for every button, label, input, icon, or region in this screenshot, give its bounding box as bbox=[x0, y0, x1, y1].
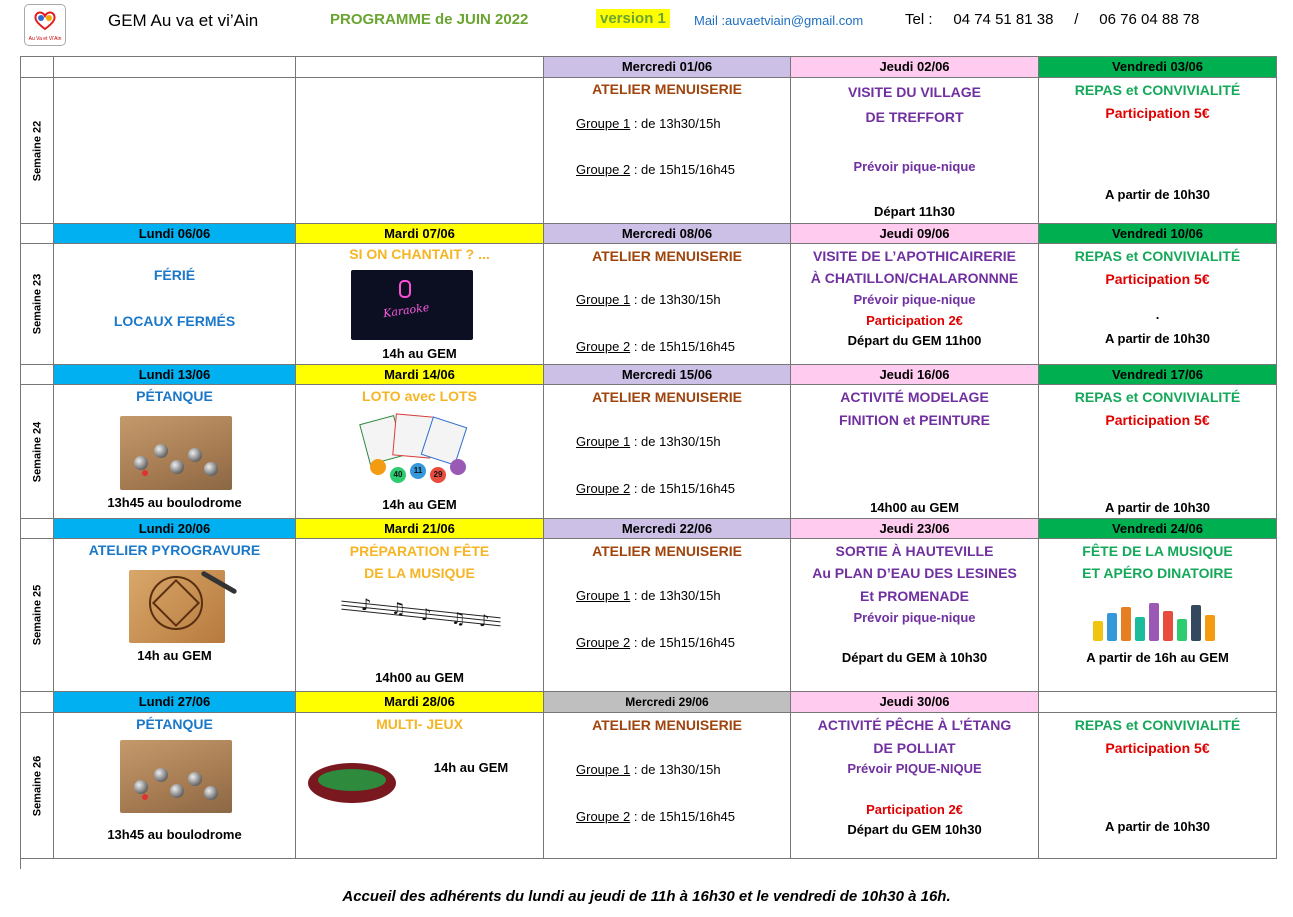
activity-ferie bbox=[54, 244, 296, 365]
activity-time: 14h au GEM bbox=[433, 760, 509, 775]
week-label: Semaine 22 bbox=[21, 78, 54, 224]
activity-subtitle: À CHATILLON/CHALARONNNE bbox=[810, 270, 1019, 286]
activity-modelage bbox=[791, 385, 1039, 519]
activity-time: A partir de 10h30 bbox=[1104, 819, 1210, 834]
corner-cell bbox=[21, 57, 54, 78]
contact-mail[interactable]: Mail :auvaetviain@gmail.com bbox=[694, 13, 864, 28]
activity-title: SI ON CHANTAIT ? ... bbox=[349, 246, 490, 262]
version-badge: version 1 bbox=[596, 9, 670, 28]
week-label: Semaine 25 bbox=[21, 539, 54, 692]
loto-ball-number: 11 bbox=[410, 463, 426, 479]
dot-mark: . bbox=[1155, 307, 1160, 322]
activity-petanque bbox=[54, 385, 296, 519]
week-header-spacer bbox=[21, 365, 54, 385]
activity-title: ACTIVITÉ MODELAGE bbox=[840, 389, 989, 405]
activity-petanque bbox=[54, 713, 296, 859]
activity-title: ACTIVITÉ PÊCHE À L’ÉTANG bbox=[817, 717, 1012, 733]
day-header: Mercredi 15/06 bbox=[544, 365, 791, 385]
activity-title: ATELIER PYROGRAVURE bbox=[88, 542, 261, 558]
activity-subtitle: LOCAUX FERMÉS bbox=[113, 313, 236, 329]
gem-name: GEM Au va et vi’Ain bbox=[108, 11, 259, 30]
empty-header-vendredi bbox=[1039, 692, 1277, 713]
activity-repas bbox=[1039, 244, 1277, 365]
day-header: Jeudi 02/06 bbox=[791, 57, 1039, 78]
group-1: Groupe 1 : de 13h30/15h bbox=[576, 116, 721, 131]
group-2: Groupe 2 : de 15h15/16h45 bbox=[576, 635, 736, 650]
day-header: Jeudi 23/06 bbox=[791, 519, 1039, 539]
activity-subtitle: DE TREFFORT bbox=[865, 109, 964, 125]
header bbox=[0, 0, 1293, 46]
activity-title: ATELIER MENUISERIE bbox=[592, 248, 742, 264]
activity-title: PÉTANQUE bbox=[136, 716, 213, 732]
week-header-spacer bbox=[21, 224, 54, 244]
activity-multi-jeux bbox=[296, 713, 544, 859]
group-2: Groupe 2 : de 15h15/16h45 bbox=[576, 339, 736, 354]
music-notes-image: ♪ ♫ ♪ ♫ ♪ bbox=[341, 597, 501, 633]
activity-repas bbox=[1039, 713, 1277, 859]
day-header: Lundi 20/06 bbox=[54, 519, 296, 539]
activity-title: PÉTANQUE bbox=[136, 388, 213, 404]
activity-title: LOTO avec LOTS bbox=[362, 388, 477, 404]
activity-note: Prévoir pique-nique bbox=[853, 292, 976, 307]
karaoke-word: Karaoke bbox=[382, 300, 431, 321]
day-header: Jeudi 30/06 bbox=[791, 692, 1039, 713]
group-1: Groupe 1 : de 13h30/15h bbox=[576, 588, 721, 603]
activity-title: VISITE DE L’APOTHICAIRERIE bbox=[812, 248, 1017, 264]
activity-menuiserie bbox=[544, 539, 791, 692]
activity-peche bbox=[791, 713, 1039, 859]
gem-logo-icon bbox=[24, 4, 66, 46]
activity-time: A partir de 16h au GEM bbox=[1086, 650, 1229, 665]
loto-image bbox=[358, 415, 476, 493]
activity-time: Départ du GEM 11h00 bbox=[847, 333, 982, 348]
activity-title: REPAS et CONVIVIALITÉ bbox=[1074, 82, 1241, 98]
activity-title: REPAS et CONVIVIALITÉ bbox=[1074, 389, 1241, 405]
activity-title: PRÉPARATION FÊTE bbox=[349, 543, 490, 559]
activity-subtitle: Au PLAN D’EAU DES LESINES bbox=[812, 565, 1017, 581]
logo-text: Au Va et Vi'Ain bbox=[28, 36, 62, 42]
empty-header-mardi bbox=[296, 57, 544, 78]
activity-title: ATELIER MENUISERIE bbox=[592, 81, 742, 97]
activity-time: 13h45 au boulodrome bbox=[107, 495, 242, 510]
activity-repas bbox=[1039, 78, 1277, 224]
empty-header-lundi bbox=[54, 57, 296, 78]
activity-pyrogravure bbox=[54, 539, 296, 692]
day-header: Mercredi 08/06 bbox=[544, 224, 791, 244]
activity-apothicairerie bbox=[791, 244, 1039, 365]
activity-menuiserie bbox=[544, 244, 791, 365]
contact-phones bbox=[905, 11, 1199, 28]
activity-time: 13h45 au boulodrome bbox=[107, 827, 242, 842]
activity-price: Participation 5€ bbox=[1105, 412, 1210, 428]
day-header: Mardi 21/06 bbox=[296, 519, 544, 539]
day-header: Lundi 27/06 bbox=[54, 692, 296, 713]
group-2: Groupe 2 : de 15h15/16h45 bbox=[576, 809, 736, 824]
group-1: Groupe 1 : de 13h30/15h bbox=[576, 434, 721, 449]
activity-subtitle: FINITION et PEINTURE bbox=[839, 412, 990, 428]
activity-time: Départ du GEM 10h30 bbox=[847, 822, 982, 837]
day-header: Vendredi 03/06 bbox=[1039, 57, 1277, 78]
activity-time: 14h au GEM bbox=[137, 648, 212, 663]
tel-numbers: 04 74 51 81 38 / 06 76 04 88 78 bbox=[953, 11, 1200, 28]
activity-title: REPAS et CONVIVIALITÉ bbox=[1074, 248, 1241, 264]
day-header: Jeudi 16/06 bbox=[791, 365, 1039, 385]
activity-subtitle: DE POLLIAT bbox=[873, 740, 956, 756]
empty-cell bbox=[54, 78, 296, 224]
activity-karaoke bbox=[296, 244, 544, 365]
instruments-image bbox=[1089, 597, 1219, 641]
activity-price: Participation 2€ bbox=[866, 802, 963, 817]
activity-time: Départ du GEM à 10h30 bbox=[841, 650, 988, 665]
day-header: Vendredi 24/06 bbox=[1039, 519, 1277, 539]
day-header: Jeudi 09/06 bbox=[791, 224, 1039, 244]
day-header: Mercredi 29/06 bbox=[544, 692, 791, 713]
activity-note: Prévoir PIQUE-NIQUE bbox=[847, 761, 982, 776]
schedule-table bbox=[20, 56, 1277, 869]
week-label: Semaine 23 bbox=[21, 244, 54, 365]
activity-loto bbox=[296, 385, 544, 519]
activity-price: Participation 5€ bbox=[1105, 271, 1210, 287]
group-2: Groupe 2 : de 15h15/16h45 bbox=[576, 162, 736, 177]
activity-title: SORTIE À HAUTEVILLE bbox=[835, 543, 994, 559]
day-header: Mardi 07/06 bbox=[296, 224, 544, 244]
activity-visite-treffort bbox=[791, 78, 1039, 224]
activity-menuiserie bbox=[544, 78, 791, 224]
activity-subtitle: DE LA MUSIQUE bbox=[364, 565, 475, 581]
activity-time: 14h au GEM bbox=[382, 497, 457, 512]
activity-title: ATELIER MENUISERIE bbox=[592, 543, 742, 559]
loto-ball-number: 29 bbox=[430, 467, 446, 483]
day-header: Mercredi 22/06 bbox=[544, 519, 791, 539]
activity-note: Prévoir pique-nique bbox=[853, 610, 976, 625]
activity-title: MULTI- JEUX bbox=[376, 716, 463, 732]
tel-label: Tel : bbox=[905, 11, 933, 28]
activity-subtitle-2: Et PROMENADE bbox=[860, 588, 969, 604]
activity-title: ATELIER MENUISERIE bbox=[592, 389, 742, 405]
footer-note: Accueil des adhérents du lundi au jeudi de 11h à 16h30 et le vendredi de 10h30 à 16h. bbox=[342, 888, 951, 905]
activity-price: Participation 5€ bbox=[1105, 105, 1210, 121]
activity-fete-musique bbox=[1039, 539, 1277, 692]
activity-price: Participation 2€ bbox=[866, 313, 963, 328]
activity-repas bbox=[1039, 385, 1277, 519]
petanque-image bbox=[120, 740, 232, 813]
activity-title: ATELIER MENUISERIE bbox=[592, 717, 742, 733]
activity-time: A partir de 10h30 bbox=[1104, 187, 1210, 202]
day-header: Vendredi 17/06 bbox=[1039, 365, 1277, 385]
activity-sortie-hauteville bbox=[791, 539, 1039, 692]
week-header-spacer bbox=[21, 692, 54, 713]
group-2: Groupe 2 : de 15h15/16h45 bbox=[576, 481, 736, 496]
activity-title: REPAS et CONVIVIALITÉ bbox=[1074, 717, 1241, 733]
activity-time: Départ 11h30 bbox=[874, 204, 955, 219]
day-header: Lundi 13/06 bbox=[54, 365, 296, 385]
week-label: Semaine 26 bbox=[21, 713, 54, 859]
activity-title: VISITE DU VILLAGE bbox=[847, 84, 981, 100]
activity-title: FÊTE DE LA MUSIQUE bbox=[1082, 543, 1233, 559]
pyrogravure-image bbox=[129, 570, 225, 643]
loto-ball-number: 40 bbox=[390, 467, 406, 483]
day-header: Mardi 14/06 bbox=[296, 365, 544, 385]
group-1: Groupe 1 : de 13h30/15h bbox=[576, 762, 721, 777]
activity-time: 14h00 au GEM bbox=[375, 670, 464, 685]
activity-fete-musique-prep bbox=[296, 539, 544, 692]
group-1: Groupe 1 : de 13h30/15h bbox=[576, 292, 721, 307]
day-header: Lundi 06/06 bbox=[54, 224, 296, 244]
microphone-icon bbox=[399, 280, 411, 298]
activity-subtitle: ET APÉRO DINATOIRE bbox=[1082, 565, 1233, 581]
activity-menuiserie bbox=[544, 385, 791, 519]
week-header-spacer bbox=[21, 519, 54, 539]
activity-note: Prévoir pique-nique bbox=[853, 159, 976, 174]
petanque-image bbox=[120, 416, 232, 490]
activity-time: 14h au GEM bbox=[382, 346, 457, 361]
day-header: Mercredi 01/06 bbox=[544, 57, 791, 78]
day-header: Vendredi 10/06 bbox=[1039, 224, 1277, 244]
activity-time: A partir de 10h30 bbox=[1104, 331, 1210, 346]
activity-price: Participation 5€ bbox=[1105, 740, 1210, 756]
day-header: Mardi 28/06 bbox=[296, 692, 544, 713]
activity-time: 14h00 au GEM bbox=[870, 500, 959, 515]
game-table-image bbox=[308, 763, 396, 803]
activity-menuiserie bbox=[544, 713, 791, 859]
programme-title: PROGRAMME de JUIN 2022 bbox=[330, 11, 529, 28]
empty-cell bbox=[296, 78, 544, 224]
activity-title: FÉRIÉ bbox=[153, 267, 196, 283]
activity-time: A partir de 10h30 bbox=[1104, 500, 1210, 515]
week-label: Semaine 24 bbox=[21, 385, 54, 519]
karaoke-image bbox=[351, 270, 473, 340]
